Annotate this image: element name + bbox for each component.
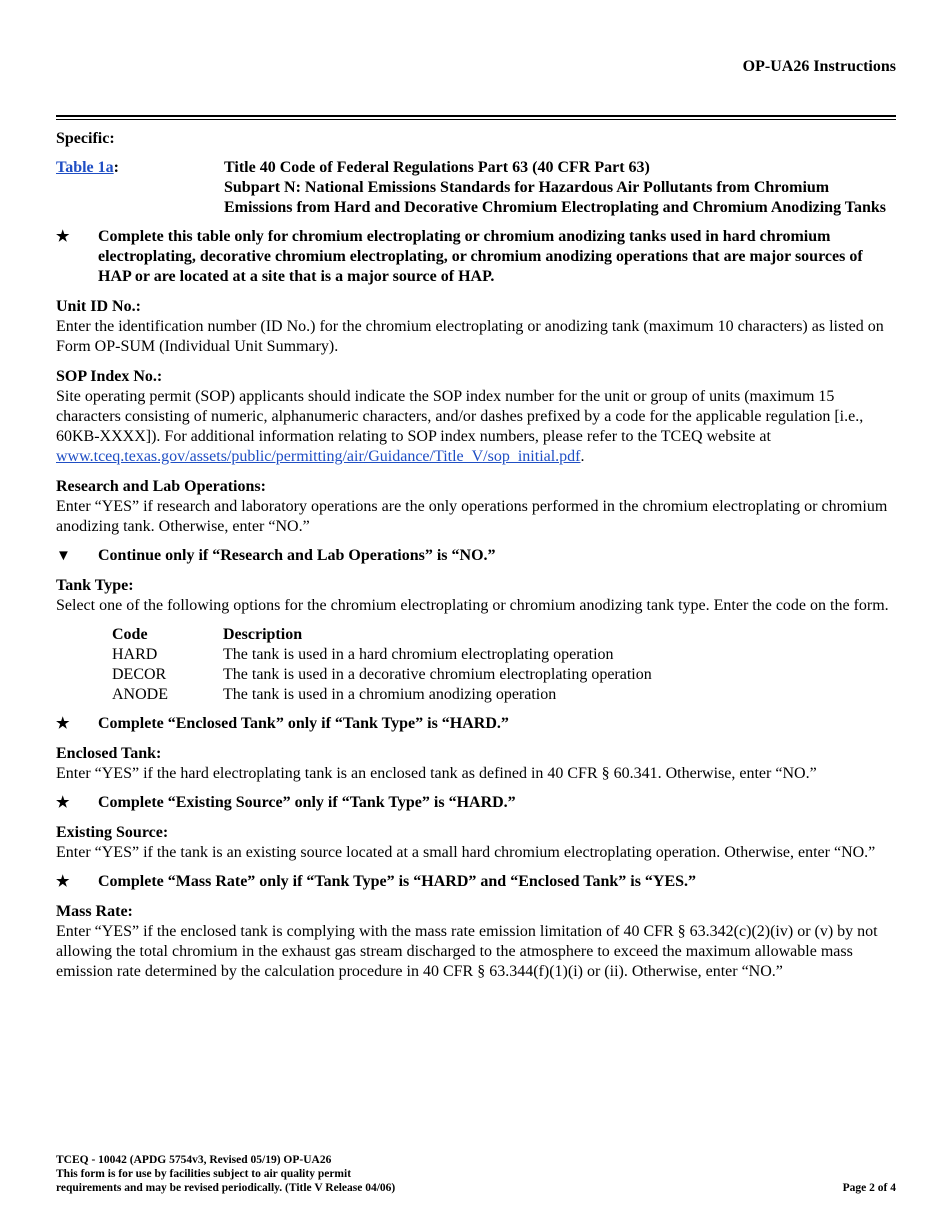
specific-label: Specific: xyxy=(56,130,115,147)
table-reference xyxy=(56,158,896,218)
research-lab-heading: Research and Lab Operations: xyxy=(56,478,266,495)
unit-id-body: Enter the identification number (ID No.) for the chromium electroplating or anodizing tank (maximum 10 characters) as listed on Form OP-SUM (Individual Unit Summary). xyxy=(56,318,884,355)
header-rule xyxy=(56,115,896,120)
sop-index-body xyxy=(56,387,896,467)
note-mass xyxy=(56,872,896,892)
footer-line2: This form is for use by facilities subject to air quality permit xyxy=(56,1168,352,1180)
sop-index-heading: SOP Index No.: xyxy=(56,368,163,385)
tank-type-code-table xyxy=(112,625,896,705)
unit-id-heading: Unit ID No.: xyxy=(56,298,141,315)
star-icon: ★ xyxy=(56,795,70,811)
enclosed-tank-body: Enter “YES” if the hard electroplating tank is an enclosed tank as defined in 40 CFR § 60.341. Otherwise, enter “NO.” xyxy=(56,765,817,782)
sop-guidance-link[interactable]: www.tceq.texas.gov/assets/public/permitting/air/Guidance/Title_V/sop_initial.pdf xyxy=(56,448,581,465)
mass-rate-heading: Mass Rate: xyxy=(56,903,133,920)
code-cell: ANODE xyxy=(112,686,168,703)
description-cell: The tank is used in a decorative chromium electroplating operation xyxy=(223,666,652,683)
research-lab-section xyxy=(56,477,896,537)
table-ref-title xyxy=(224,158,896,218)
code-table-header xyxy=(112,625,896,645)
research-lab-body: Enter “YES” if research and laboratory operations are the only operations performed in the chromium electroplating or chromium anodizing tank. Otherwise, enter “NO.” xyxy=(56,498,888,535)
tank-type-section xyxy=(56,576,896,705)
page-header-title: OP-UA26 Instructions xyxy=(742,58,896,75)
table-row xyxy=(112,665,896,685)
unit-id-section xyxy=(56,297,896,357)
mass-rate-body: Enter “YES” if the enclosed tank is complying with the mass rate emission limitation of 40 CFR § 63.342(c)(2)(iv) or (v) by not allowing the total chromium in the exhaust gas stream discharged to the atmosphere to exceed the maximum allowable mass emission rate determined by the calculation procedure in 40 CFR § 63.344(f)(1)(i) or (ii). Otherwise, enter “NO.” xyxy=(56,923,878,980)
code-column-header: Code xyxy=(112,626,148,643)
enclosed-tank-section xyxy=(56,744,896,784)
code-cell: DECOR xyxy=(112,666,167,683)
note-intro-text: Complete this table only for chromium electroplating or chromium anodizing tanks used in hard chromium electroplating, decorative chromium electroplating, or chromium anodizing operations that are major sources of HAP or are located at a site that is a major source of HAP. xyxy=(98,228,863,285)
document-page xyxy=(56,0,896,1230)
footer-line3: requirements and may be revised periodically. (Title V Release 04/06) xyxy=(56,1182,396,1194)
table-row xyxy=(112,685,896,705)
mass-rate-section xyxy=(56,902,896,982)
existing-source-section xyxy=(56,823,896,863)
page-number: Page 2 of 4 xyxy=(842,1182,896,1194)
footer-line1: TCEQ - 10042 (APDG 5754v3, Revised 05/19) OP-UA26 xyxy=(56,1154,332,1166)
star-icon: ★ xyxy=(56,716,70,732)
note-enclosed-text: Complete “Enclosed Tank” only if “Tank Type” is “HARD.” xyxy=(98,715,509,732)
description-cell: The tank is used in a hard chromium electroplating operation xyxy=(223,646,614,663)
table-ref-label xyxy=(56,158,224,218)
tank-type-heading: Tank Type: xyxy=(56,577,134,594)
description-cell: The tank is used in a chromium anodizing operation xyxy=(223,686,557,703)
note-enclosed xyxy=(56,714,896,734)
table-row xyxy=(112,645,896,665)
code-cell: HARD xyxy=(112,646,158,663)
description-column-header: Description xyxy=(223,626,303,643)
table-ref-title-line2: Subpart N: National Emissions Standards for Hazardous Air Pollutants from Chromium Emissions from Hard and Decorative Chromium Electroplating and Chromium Anodizing Tanks xyxy=(224,179,887,216)
tank-type-body: Select one of the following options for the chromium electroplating or chromium anodizing tank type. Enter the code on the form. xyxy=(56,597,889,614)
triangle-down-icon: ▼ xyxy=(56,548,71,564)
content xyxy=(56,129,896,982)
note-mass-text: Complete “Mass Rate” only if “Tank Type” is “HARD” and “Enclosed Tank” is “YES.” xyxy=(98,873,697,890)
sop-index-section xyxy=(56,367,896,467)
existing-source-heading: Existing Source: xyxy=(56,824,169,841)
star-icon: ★ xyxy=(56,874,70,890)
table-1a-link[interactable]: Table 1a xyxy=(56,159,114,176)
enclosed-tank-heading: Enclosed Tank: xyxy=(56,745,162,762)
page-footer xyxy=(56,1153,896,1195)
note-existing-text: Complete “Existing Source” only if “Tank Type” is “HARD.” xyxy=(98,794,516,811)
note-continue-text: Continue only if “Research and Lab Operations” is “NO.” xyxy=(98,547,496,564)
note-intro xyxy=(56,227,896,287)
sop-index-end: . xyxy=(580,448,585,465)
table-ref-colon: : xyxy=(113,159,119,176)
existing-source-body: Enter “YES” if the tank is an existing source located at a small hard chromium electroplating operation. Otherwise, enter “NO.” xyxy=(56,844,876,861)
sop-index-text: Site operating permit (SOP) applicants should indicate the SOP index number for the unit or group of units (maximum 15 characters consisting of numeric, alphanumeric characters, and/or dashes prefixed by a code for the applicable regulation [i.e., 60KB-XXXX]). For additional information relating to SOP index numbers, please refer to the TCEQ website at xyxy=(56,388,864,445)
star-icon: ★ xyxy=(56,229,70,245)
note-existing xyxy=(56,793,896,813)
note-continue xyxy=(56,546,896,566)
table-ref-title-line1: Title 40 Code of Federal Regulations Part 63 (40 CFR Part 63) xyxy=(224,159,650,176)
